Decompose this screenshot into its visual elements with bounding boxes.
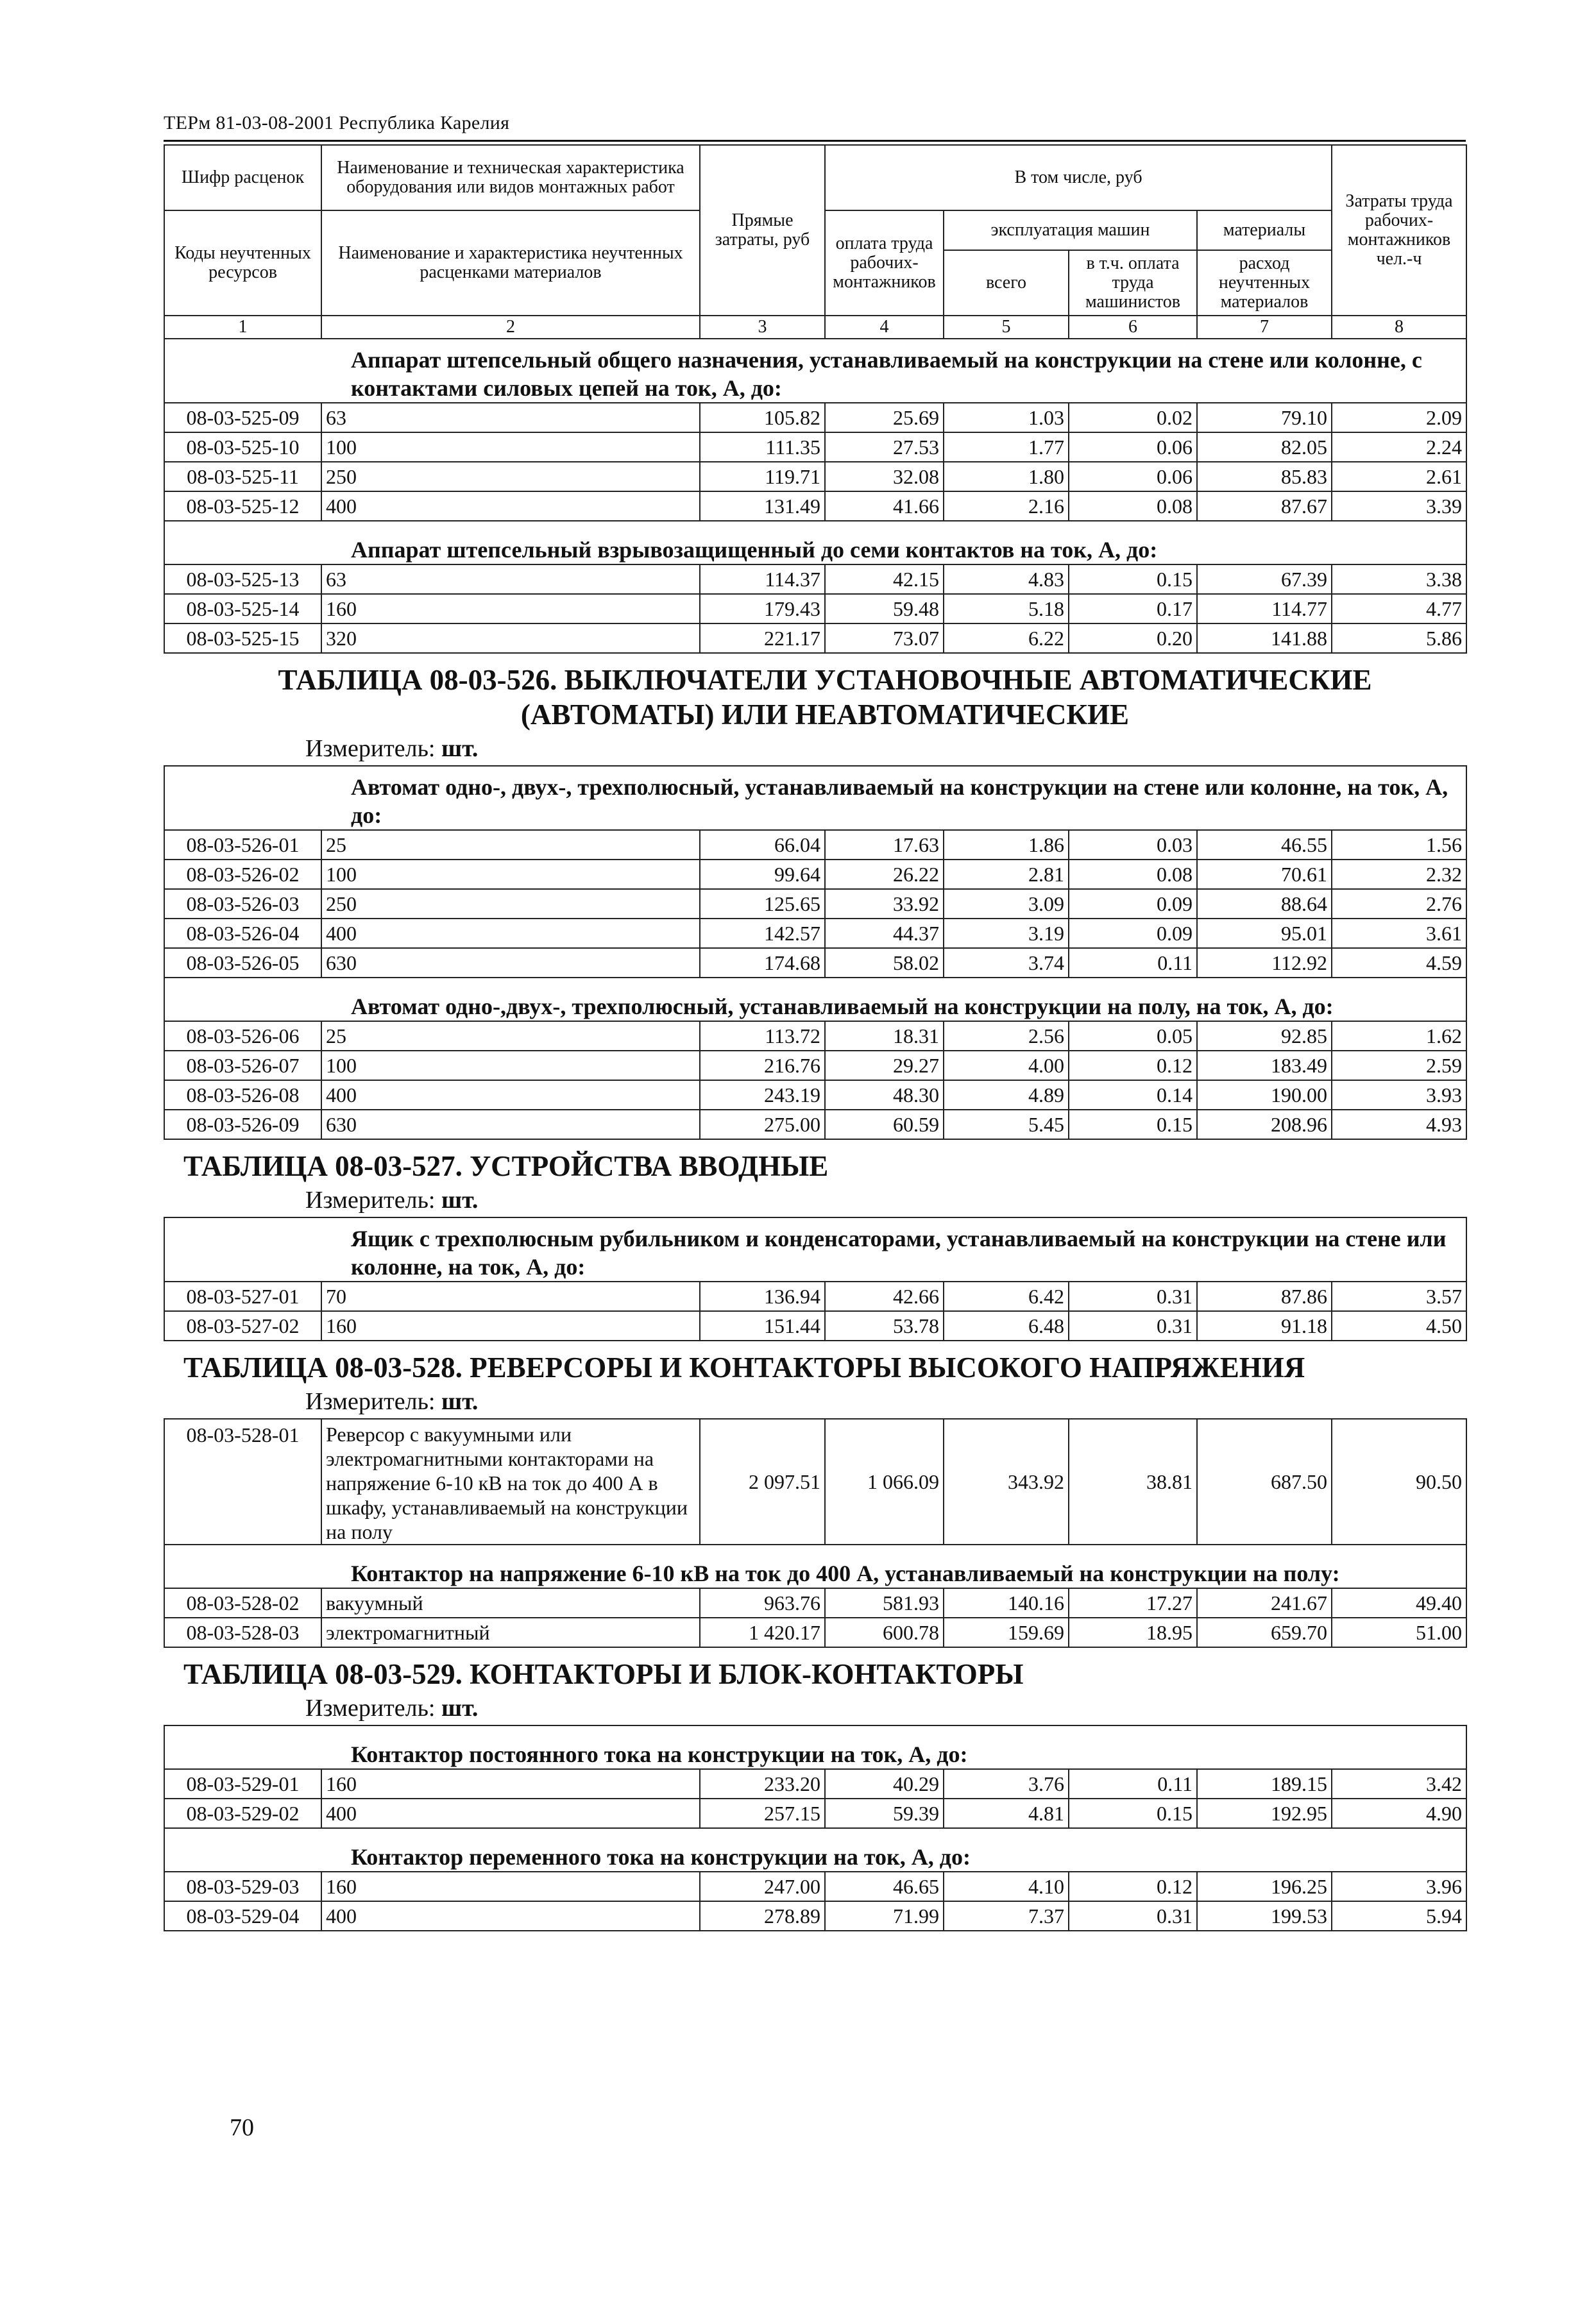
rate-value: 2.61 — [1332, 462, 1466, 491]
rate-value: 6.22 — [944, 623, 1069, 653]
rate-value: 27.53 — [825, 432, 944, 462]
rate-value: 0.15 — [1069, 1110, 1197, 1139]
rate-value: 141.88 — [1197, 623, 1332, 653]
rate-value: 88.64 — [1197, 889, 1332, 919]
rate-value: 3.61 — [1332, 919, 1466, 948]
rate-value: 3.42 — [1332, 1769, 1466, 1799]
table-row — [164, 403, 1466, 432]
rate-value: 0.14 — [1069, 1080, 1197, 1110]
rate-value: 159.69 — [944, 1618, 1069, 1647]
rate-value: 17.27 — [1069, 1588, 1197, 1618]
group-heading-row — [164, 1545, 1466, 1588]
table-row — [164, 948, 1466, 978]
rate-value: 82.05 — [1197, 432, 1332, 462]
rate-value: 0.05 — [1069, 1021, 1197, 1051]
table-row — [164, 623, 1466, 653]
rate-value: 2.16 — [944, 491, 1069, 521]
rate-value: 5.94 — [1332, 1901, 1466, 1931]
header-rule — [164, 140, 1466, 142]
table-row — [164, 594, 1466, 623]
group-heading-row — [164, 978, 1466, 1021]
rate-value: 7.37 — [944, 1901, 1069, 1931]
rate-value: 48.30 — [825, 1080, 944, 1110]
rate-value: 70.61 — [1197, 860, 1332, 889]
rate-value: 0.09 — [1069, 919, 1197, 948]
rate-code: 08-03-528-01 — [164, 1419, 321, 1545]
rate-value: 1.62 — [1332, 1021, 1466, 1051]
rate-value: 136.94 — [700, 1282, 825, 1311]
rate-value: 174.68 — [700, 948, 825, 978]
header-codes: Коды неучтенных ресурсов — [164, 210, 321, 316]
table-row — [164, 1110, 1466, 1139]
table-title-text: ТАБЛИЦА 08-03-529. КОНТАКТОРЫ И БЛОК-КОНТАКТОРЫ — [183, 1658, 1024, 1690]
rate-code: 08-03-526-09 — [164, 1110, 321, 1139]
rate-value: 0.06 — [1069, 462, 1197, 491]
rate-name: 25 — [321, 1021, 700, 1051]
rate-value: 0.06 — [1069, 432, 1197, 462]
group-heading: Автомат одно-, двух-, трехполюсный, устанавливаемый на конструкции на стене или колонне, на ток, А, до: — [164, 766, 1466, 830]
rate-name: 250 — [321, 462, 700, 491]
rate-value: 4.50 — [1332, 1311, 1466, 1341]
rate-value: 90.50 — [1332, 1419, 1466, 1545]
rate-value: 4.77 — [1332, 594, 1466, 623]
table-row — [164, 889, 1466, 919]
rate-name: электромагнитный — [321, 1618, 700, 1647]
rate-code: 08-03-528-02 — [164, 1588, 321, 1618]
rate-value: 1.56 — [1332, 830, 1466, 860]
table-title-row — [164, 653, 1466, 766]
rate-value: 1.80 — [944, 462, 1069, 491]
rate-code: 08-03-526-03 — [164, 889, 321, 919]
rate-name: 250 — [321, 889, 700, 919]
header-including: В том числе, руб — [825, 145, 1332, 210]
rate-value: 40.29 — [825, 1769, 944, 1799]
column-number: 6 — [1069, 316, 1197, 339]
rate-name: 160 — [321, 1311, 700, 1341]
rate-value: 91.18 — [1197, 1311, 1332, 1341]
header-direct-costs: Прямые затраты, руб — [700, 145, 825, 316]
rate-value: 131.49 — [700, 491, 825, 521]
rate-name: 63 — [321, 403, 700, 432]
rate-value: 247.00 — [700, 1872, 825, 1901]
rate-value: 42.66 — [825, 1282, 944, 1311]
rate-value: 42.15 — [825, 564, 944, 594]
table-title — [164, 1341, 1466, 1419]
rate-value: 1 420.17 — [700, 1618, 825, 1647]
header-labor: Затраты труда рабочих-монтажников чел.-ч — [1332, 145, 1466, 316]
meter-unit: шт. — [441, 735, 479, 762]
price-table-sheet — [164, 144, 1466, 1931]
rate-name: 160 — [321, 1872, 700, 1901]
group-heading: Автомат одно-,двух-, трехполюсный, устанавливаемый на конструкции на полу, на ток, А, до: — [164, 978, 1466, 1021]
rate-value: 0.08 — [1069, 491, 1197, 521]
group-heading-row — [164, 521, 1466, 564]
rate-name: 630 — [321, 1110, 700, 1139]
rate-value: 58.02 — [825, 948, 944, 978]
rate-value: 0.31 — [1069, 1901, 1197, 1931]
rate-value: 0.11 — [1069, 948, 1197, 978]
rate-value: 1.03 — [944, 403, 1069, 432]
rate-value: 2.24 — [1332, 432, 1466, 462]
rate-name: 63 — [321, 564, 700, 594]
rate-value: 581.93 — [825, 1588, 944, 1618]
rate-code: 08-03-528-03 — [164, 1618, 321, 1647]
rate-value: 3.39 — [1332, 491, 1466, 521]
group-heading-row — [164, 766, 1466, 830]
rate-value: 3.09 — [944, 889, 1069, 919]
rate-value: 0.08 — [1069, 860, 1197, 889]
column-number: 3 — [700, 316, 825, 339]
group-heading-row — [164, 1217, 1466, 1282]
rate-value: 151.44 — [700, 1311, 825, 1341]
header-name: Наименование и техническая характеристика оборудования или видов монтажных работ — [321, 145, 700, 210]
rate-value: 85.83 — [1197, 462, 1332, 491]
header-labor-pay: оплата труда рабочих-монтажников — [825, 210, 944, 316]
rate-value: 2.56 — [944, 1021, 1069, 1051]
rate-code: 08-03-529-01 — [164, 1769, 321, 1799]
rate-value: 600.78 — [825, 1618, 944, 1647]
rate-value: 216.76 — [700, 1051, 825, 1080]
meter-unit: шт. — [441, 1695, 479, 1722]
rate-value: 0.12 — [1069, 1051, 1197, 1080]
table-row — [164, 860, 1466, 889]
table-row-single — [164, 1419, 1466, 1545]
rate-value: 79.10 — [1197, 403, 1332, 432]
rate-name: 630 — [321, 948, 700, 978]
rate-value: 111.35 — [700, 432, 825, 462]
rate-value: 4.10 — [944, 1872, 1069, 1901]
rate-value: 196.25 — [1197, 1872, 1332, 1901]
rate-code: 08-03-526-06 — [164, 1021, 321, 1051]
rate-value: 2.59 — [1332, 1051, 1466, 1080]
rate-value: 659.70 — [1197, 1618, 1332, 1647]
page-number: 70 — [230, 2114, 254, 2141]
rate-value: 46.55 — [1197, 830, 1332, 860]
rate-code: 08-03-526-04 — [164, 919, 321, 948]
rate-value: 0.09 — [1069, 889, 1197, 919]
table-body — [164, 145, 1466, 1931]
table-row — [164, 1769, 1466, 1799]
rate-value: 5.86 — [1332, 623, 1466, 653]
rate-value: 2.81 — [944, 860, 1069, 889]
rate-code: 08-03-525-14 — [164, 594, 321, 623]
rate-value: 183.49 — [1197, 1051, 1332, 1080]
meter-line — [183, 1385, 1466, 1418]
table-row — [164, 1799, 1466, 1828]
rate-value: 192.95 — [1197, 1799, 1332, 1828]
rate-value: 67.39 — [1197, 564, 1332, 594]
column-number: 1 — [164, 316, 321, 339]
meter-line — [183, 732, 1466, 765]
meter-line — [183, 1183, 1466, 1217]
rate-name: 320 — [321, 623, 700, 653]
rate-value: 60.59 — [825, 1110, 944, 1139]
rate-value: 112.92 — [1197, 948, 1332, 978]
rate-value: 221.17 — [700, 623, 825, 653]
rate-value: 4.83 — [944, 564, 1069, 594]
rate-value: 140.16 — [944, 1588, 1069, 1618]
rate-value: 0.20 — [1069, 623, 1197, 653]
table-row — [164, 491, 1466, 521]
rate-value: 233.20 — [700, 1769, 825, 1799]
rate-value: 59.48 — [825, 594, 944, 623]
header-machines-total: всего — [944, 250, 1069, 316]
rate-value: 71.99 — [825, 1901, 944, 1931]
group-heading-row — [164, 1828, 1466, 1872]
rate-name: Реверсор с вакуумными или электромагнитными контакторами на напряжение 6-10 кВ на ток до 400 А в шкафу, устанавливаемый на конструкции на полу — [321, 1419, 700, 1545]
group-heading-row — [164, 339, 1466, 403]
column-number: 5 — [944, 316, 1069, 339]
rate-value: 189.15 — [1197, 1769, 1332, 1799]
rate-value: 18.31 — [825, 1021, 944, 1051]
table-row — [164, 1051, 1466, 1080]
rate-name: 400 — [321, 491, 700, 521]
rate-value: 4.90 — [1332, 1799, 1466, 1828]
rate-name: 400 — [321, 919, 700, 948]
rate-value: 4.93 — [1332, 1110, 1466, 1139]
rate-value: 18.95 — [1069, 1618, 1197, 1647]
rate-value: 3.76 — [944, 1769, 1069, 1799]
rate-name: 400 — [321, 1080, 700, 1110]
rate-value: 3.96 — [1332, 1872, 1466, 1901]
group-heading: Ящик с трехполюсным рубильником и конденсаторами, устанавливаемый на конструкции на стене или колонне, на ток, А, до: — [164, 1217, 1466, 1282]
rate-value: 119.71 — [700, 462, 825, 491]
header-materials: материалы — [1197, 210, 1332, 250]
header-incl-pay: в т.ч. оплата труда машинистов — [1069, 250, 1197, 316]
table-row — [164, 564, 1466, 594]
table-row — [164, 1282, 1466, 1311]
rate-value: 2.09 — [1332, 403, 1466, 432]
rate-value: 41.66 — [825, 491, 944, 521]
rate-value: 243.19 — [700, 1080, 825, 1110]
table-row — [164, 1311, 1466, 1341]
rate-value: 87.67 — [1197, 491, 1332, 521]
rate-value: 179.43 — [700, 594, 825, 623]
rate-value: 32.08 — [825, 462, 944, 491]
rate-value: 275.00 — [700, 1110, 825, 1139]
rate-value: 114.77 — [1197, 594, 1332, 623]
rate-name: 100 — [321, 432, 700, 462]
rate-value: 0.02 — [1069, 403, 1197, 432]
header-materials-use: расход неучтенных материалов — [1197, 250, 1332, 316]
rate-value: 38.81 — [1069, 1419, 1197, 1545]
rate-value: 963.76 — [700, 1588, 825, 1618]
rate-name: 100 — [321, 860, 700, 889]
table-title-row — [164, 1341, 1466, 1419]
rate-name: 160 — [321, 1769, 700, 1799]
rate-value: 0.03 — [1069, 830, 1197, 860]
rate-value: 0.17 — [1069, 594, 1197, 623]
table-row — [164, 1901, 1466, 1931]
rate-value: 99.64 — [700, 860, 825, 889]
header-row-1 — [164, 145, 1466, 210]
rate-name: 400 — [321, 1901, 700, 1931]
table-row — [164, 919, 1466, 948]
rate-value: 49.40 — [1332, 1588, 1466, 1618]
rate-value: 1.77 — [944, 432, 1069, 462]
rate-value: 95.01 — [1197, 919, 1332, 948]
rate-name: 70 — [321, 1282, 700, 1311]
rate-value: 92.85 — [1197, 1021, 1332, 1051]
group-heading: Контактор на напряжение 6-10 кВ на ток до 400 А, устанавливаемый на конструкции на полу: — [164, 1545, 1466, 1588]
rate-value: 208.96 — [1197, 1110, 1332, 1139]
group-heading-row — [164, 1725, 1466, 1769]
column-number: 7 — [1197, 316, 1332, 339]
rate-value: 6.42 — [944, 1282, 1069, 1311]
rate-value: 66.04 — [700, 830, 825, 860]
meter-label: Измеритель: — [305, 1695, 436, 1722]
rate-value: 113.72 — [700, 1021, 825, 1051]
table-title-text: ТАБЛИЦА 08-03-526. ВЫКЛЮЧАТЕЛИ УСТАНОВОЧНЫЕ АВТОМАТИЧЕСКИЕ (АВТОМАТЫ) ИЛИ НЕАВТОМАТИЧЕСКИЕ — [278, 664, 1372, 731]
table-row — [164, 1872, 1466, 1901]
rate-value: 2.76 — [1332, 889, 1466, 919]
rate-name: 100 — [321, 1051, 700, 1080]
rate-value: 29.27 — [825, 1051, 944, 1080]
table-row — [164, 432, 1466, 462]
rate-value: 3.38 — [1332, 564, 1466, 594]
table-row — [164, 1618, 1466, 1647]
rate-value: 53.78 — [825, 1311, 944, 1341]
rate-code: 08-03-527-01 — [164, 1282, 321, 1311]
rate-value: 33.92 — [825, 889, 944, 919]
rate-name: вакуумный — [321, 1588, 700, 1618]
group-heading: Контактор переменного тока на конструкции на ток, А, до: — [164, 1828, 1466, 1872]
rate-value: 0.15 — [1069, 564, 1197, 594]
group-heading: Аппарат штепсельный взрывозащищенный до семи контактов на ток, А, до: — [164, 521, 1466, 564]
rate-code: 08-03-529-02 — [164, 1799, 321, 1828]
rate-code: 08-03-525-12 — [164, 491, 321, 521]
rate-value: 3.93 — [1332, 1080, 1466, 1110]
table-row — [164, 1080, 1466, 1110]
rate-code: 08-03-525-10 — [164, 432, 321, 462]
rate-value: 2 097.51 — [700, 1419, 825, 1545]
rate-value: 343.92 — [944, 1419, 1069, 1545]
rate-value: 0.31 — [1069, 1282, 1197, 1311]
table-title — [164, 1139, 1466, 1217]
rate-value: 3.19 — [944, 919, 1069, 948]
table-title — [164, 1647, 1466, 1725]
rate-value: 114.37 — [700, 564, 825, 594]
rate-value: 278.89 — [700, 1901, 825, 1931]
page-header: ТЕРм 81-03-08-2001 Республика Карелия — [164, 112, 510, 133]
rate-code: 08-03-525-09 — [164, 403, 321, 432]
rate-code: 08-03-529-03 — [164, 1872, 321, 1901]
table-row — [164, 1021, 1466, 1051]
table-title — [164, 653, 1466, 766]
rate-code: 08-03-525-15 — [164, 623, 321, 653]
meter-label: Измеритель: — [305, 1388, 436, 1415]
rate-value: 3.57 — [1332, 1282, 1466, 1311]
rate-value: 0.15 — [1069, 1799, 1197, 1828]
rate-value: 51.00 — [1332, 1618, 1466, 1647]
rate-value: 17.63 — [825, 830, 944, 860]
rate-code: 08-03-527-02 — [164, 1311, 321, 1341]
column-number: 2 — [321, 316, 700, 339]
rate-code: 08-03-525-11 — [164, 462, 321, 491]
rate-value: 44.37 — [825, 919, 944, 948]
rate-code: 08-03-526-05 — [164, 948, 321, 978]
meter-label: Измеритель: — [305, 735, 436, 762]
rate-code: 08-03-525-13 — [164, 564, 321, 594]
rate-value: 4.81 — [944, 1799, 1069, 1828]
rate-value: 4.59 — [1332, 948, 1466, 978]
rate-value: 241.67 — [1197, 1588, 1332, 1618]
meter-unit: шт. — [441, 1388, 479, 1415]
meter-unit: шт. — [441, 1187, 479, 1214]
rate-value: 87.86 — [1197, 1282, 1332, 1311]
rate-value: 26.22 — [825, 860, 944, 889]
rate-code: 08-03-526-07 — [164, 1051, 321, 1080]
rate-code: 08-03-526-08 — [164, 1080, 321, 1110]
rate-value: 25.69 — [825, 403, 944, 432]
rate-code: 08-03-529-04 — [164, 1901, 321, 1931]
table-row — [164, 830, 1466, 860]
column-number: 4 — [825, 316, 944, 339]
rate-value: 105.82 — [700, 403, 825, 432]
rate-code: 08-03-526-01 — [164, 830, 321, 860]
table-title-row — [164, 1139, 1466, 1217]
group-heading: Аппарат штепсельный общего назначения, устанавливаемый на конструкции на стене или колонне, с контактами силовых цепей на ток, А, до: — [164, 339, 1466, 403]
table-title-text: ТАБЛИЦА 08-03-528. РЕВЕРСОРЫ И КОНТАКТОРЫ ВЫСОКОГО НАПРЯЖЕНИЯ — [183, 1352, 1305, 1384]
column-number-row — [164, 316, 1466, 339]
rate-value: 190.00 — [1197, 1080, 1332, 1110]
rate-value: 6.48 — [944, 1311, 1069, 1341]
rate-value: 0.12 — [1069, 1872, 1197, 1901]
table-row — [164, 1588, 1466, 1618]
price-table — [164, 144, 1467, 1931]
table-title-text: ТАБЛИЦА 08-03-527. УСТРОЙСТВА ВВОДНЫЕ — [183, 1150, 829, 1182]
rate-value: 199.53 — [1197, 1901, 1332, 1931]
rate-value: 1 066.09 — [825, 1419, 944, 1545]
header-cipher: Шифр расценок — [164, 145, 321, 210]
rate-value: 257.15 — [700, 1799, 825, 1828]
meter-line — [183, 1691, 1466, 1725]
meter-label: Измеритель: — [305, 1187, 436, 1214]
column-number: 8 — [1332, 316, 1466, 339]
rate-value: 73.07 — [825, 623, 944, 653]
rate-value: 59.39 — [825, 1799, 944, 1828]
rate-value: 5.18 — [944, 594, 1069, 623]
rate-name: 400 — [321, 1799, 700, 1828]
rate-value: 1.86 — [944, 830, 1069, 860]
rate-value: 142.57 — [700, 919, 825, 948]
header-name-materials: Наименование и характеристика неучтенных расценками материалов — [321, 210, 700, 316]
group-heading: Контактор постоянного тока на конструкции на ток, А, до: — [164, 1725, 1466, 1769]
rate-value: 4.00 — [944, 1051, 1069, 1080]
rate-value: 5.45 — [944, 1110, 1069, 1139]
rate-name: 160 — [321, 594, 700, 623]
table-title-row — [164, 1647, 1466, 1725]
rate-value: 4.89 — [944, 1080, 1069, 1110]
header-machines: эксплуатация машин — [944, 210, 1197, 250]
rate-name: 25 — [321, 830, 700, 860]
rate-value: 3.74 — [944, 948, 1069, 978]
rate-value: 2.32 — [1332, 860, 1466, 889]
rate-code: 08-03-526-02 — [164, 860, 321, 889]
rate-value: 125.65 — [700, 889, 825, 919]
table-row — [164, 462, 1466, 491]
rate-value: 0.31 — [1069, 1311, 1197, 1341]
rate-value: 0.11 — [1069, 1769, 1197, 1799]
rate-value: 687.50 — [1197, 1419, 1332, 1545]
rate-value: 46.65 — [825, 1872, 944, 1901]
